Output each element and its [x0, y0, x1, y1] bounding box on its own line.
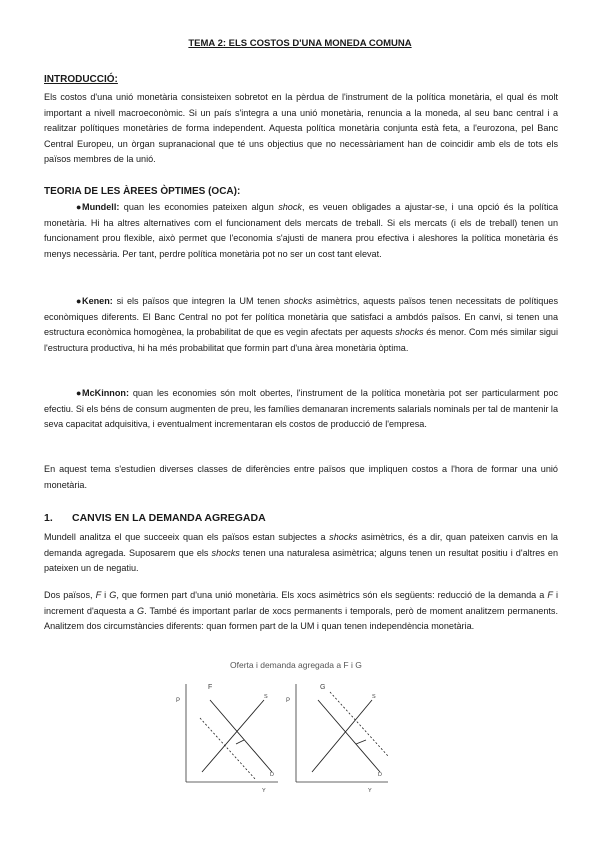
panel-g-label: G — [320, 684, 326, 691]
text-italic: F — [95, 590, 102, 600]
panel-f-demand-curve — [210, 700, 272, 772]
panel-f — [176, 684, 278, 794]
panel-g-demand-curve — [318, 700, 380, 772]
panel-g-supply-curve — [312, 700, 372, 772]
kenen-text-1: si els països que integren la UM tenen — [112, 296, 284, 306]
summary-paragraph: En aquest tema s'estudien diverses classes de diferències entre països que impliquen costos a l'hora de formar una unió monetària. — [44, 464, 558, 490]
text: Dos països, — [44, 590, 96, 600]
intro-heading: INTRODUCCIÓ: — [44, 74, 118, 85]
figure-title: Oferta i demanda agregada a F i G — [230, 660, 362, 670]
bullet-icon: ● — [76, 296, 82, 306]
text-italic: G — [109, 590, 117, 600]
text: . També és important parlar de xocs permanents i temporals, però de moment analitzem permanents. Analitzem dos circumstàncies diferents: quan formen part de la UM i quan tenen independència monetària. — [44, 605, 558, 632]
panel-g-supply-label: S — [372, 694, 376, 700]
mundell-text-1: quan les economies pateixen algun — [119, 202, 279, 212]
mundell-shock: shock — [278, 202, 302, 212]
panel-f-supply-curve — [202, 700, 264, 772]
mundell-paragraph — [44, 200, 558, 262]
panel-f-demand-label: D — [270, 772, 274, 778]
panel-g-p-axis: P — [286, 698, 291, 704]
mckinnon-text: quan les economies són molt obertes, l'instrument de la política monetària pot ser particularment poc efectiu. Si els béns de consum augmenten de preu, les famílies demanaran increments salarials nominals per tal de mantenir la seva capacitat adquisitiva, i eventualment incrementaran els costos de producció de l'empresa. — [44, 388, 558, 430]
panel-f-p-axis: P — [176, 698, 181, 704]
text: asimètrics, és a dir, quan pateixen canvis en la demanda agregada. Suposarem que els — [44, 532, 558, 558]
text: i increment d'aquesta a — [44, 590, 559, 616]
mundell-text-2: , es veuen obligades a ajustar-se, i una opció és la política monetària. Hi ha altres alternatives com el funcionament dels mercats de treball. Si els mercats (i els de treball) tenen un funcionament prou flexible, això permet que l'economia s'ajusti de manera prou efectiva i aleshores la política monetària és menys necessària. Per tant, perdre política monetària pot no ser un cost tant elevat. — [44, 202, 558, 259]
panel-f-demand-shifted — [200, 718, 256, 780]
kenen-text-2: asimètrics, aquests països tenen necessitats de polítiques econòmiques diferents. El Banc Central no pot fer política monetària que satisfaci a ambdós països. En canvi, si tenen una estructura econòmica homogènea, la probabilitat de que es vegin afectats per aquests — [44, 296, 558, 338]
panel-f-y-label: Y — [262, 788, 266, 794]
text-italic: G — [137, 605, 145, 616]
panel-f-shift-arrow — [236, 740, 244, 744]
section-1-title: CANVIS EN LA DEMANDA AGREGADA — [72, 512, 266, 524]
panel-g-shift-arrow — [356, 740, 366, 744]
oca-heading: TEORIA DE LES ÀREES ÒPTIMES (OCA): — [44, 186, 241, 197]
kenen-paragraph — [44, 294, 558, 356]
text: tenen una naturalesa asimètrica; alguns tenen un resultat positiu i d'altres en pateixen un de negatiu. — [44, 547, 559, 574]
text: Mundell analitza el que succeeix quan els països estan subjectes a — [44, 532, 330, 542]
ad-as-figure — [160, 656, 420, 796]
kenen-text-3: és menor. Com més similar sigui l'estructura productiva, hi ha més probabilitat que formin part d'una àrea monetària òptima. — [44, 327, 559, 353]
kenen-shocks-2: shocks — [395, 327, 424, 338]
section-1-paragraph-2 — [44, 588, 558, 635]
mckinnon-paragraph — [44, 386, 558, 433]
panel-g-demand-label: D — [378, 772, 382, 778]
text: i — [101, 590, 110, 600]
section-1-paragraph-1 — [44, 530, 558, 577]
panel-g — [286, 684, 388, 794]
section-1-heading — [44, 512, 266, 524]
mundell-name: Mundell: — [82, 202, 120, 212]
document-title: TEMA 2: ELS COSTOS D'UNA MONEDA COMUNA — [188, 38, 412, 49]
text-italic: F — [547, 590, 553, 600]
mckinnon-name: McKinnon: — [82, 388, 129, 398]
kenen-shocks-1: shocks — [283, 296, 313, 306]
panel-f-supply-label: S — [264, 694, 268, 700]
kenen-name: Kenen: — [82, 296, 113, 306]
bullet-icon: ● — [76, 202, 82, 212]
panel-g-y-label: Y — [368, 788, 372, 794]
text-italic: shocks — [329, 532, 358, 542]
intro-paragraph: Els costos d'una unió monetària consisteixen sobretot en la pèrdua de l'instrument de la política monetària, el qual és molt important a nivell macroeconòmic. Si un país s'integra a una unió monetària, renuncia a la moneda, al seu banc central i a realitzar polítiques monetàries de forma independent. Aquesta política monetària conjunta està feta, a l'eurozona, pel Banc Central Europeu, un òrgan supranacional que té uns objectius que no necessàriament han de coincidir amb els de tots els països membres de la unió. — [44, 92, 558, 165]
section-1-number: 1. — [44, 512, 53, 524]
bullet-icon: ● — [76, 388, 82, 398]
text: , que formen part d'una unió monetària. Els xocs asimètrics són els següents: reducció de la demanda a — [116, 590, 548, 600]
text-italic: shocks — [211, 547, 240, 558]
panel-f-label: F — [208, 684, 213, 691]
